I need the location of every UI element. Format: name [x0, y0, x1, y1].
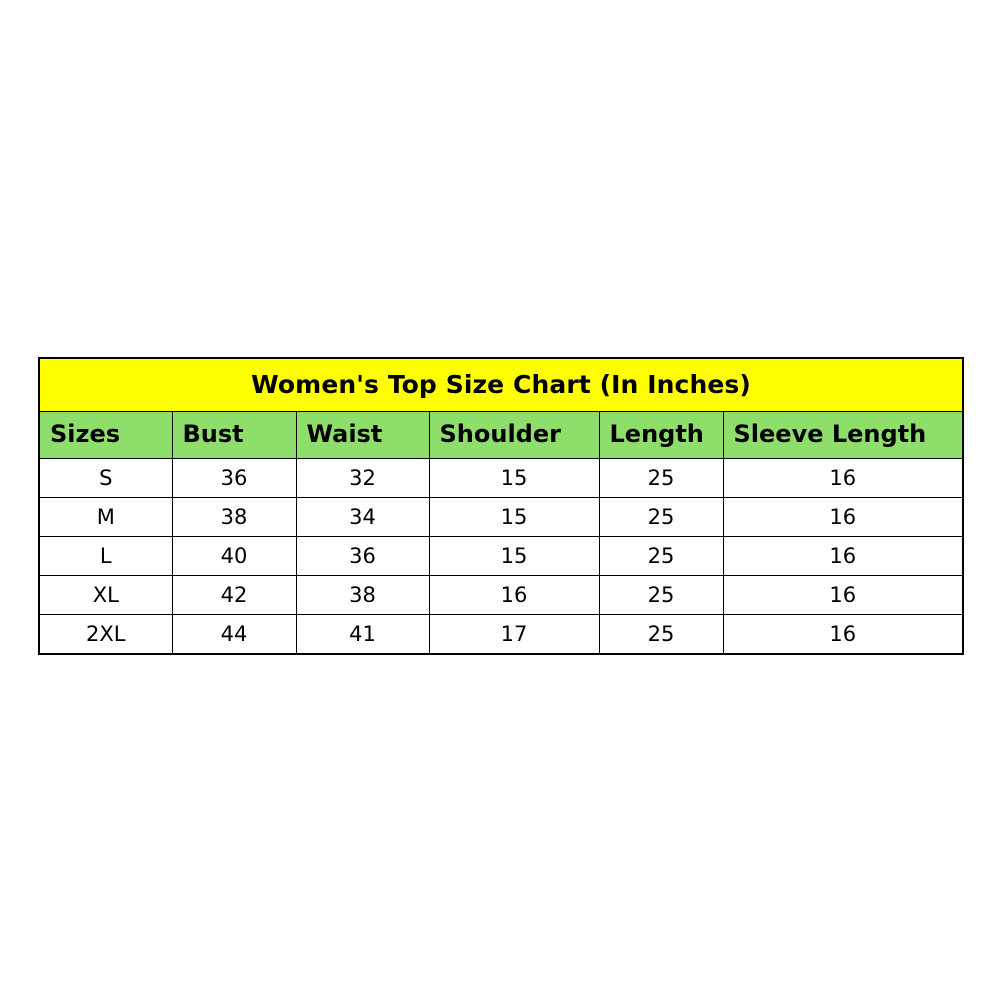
- cell-bust: 38: [172, 498, 296, 537]
- chart-title: Women's Top Size Chart (In Inches): [39, 358, 963, 412]
- cell-size: S: [39, 459, 172, 498]
- column-header-waist: Waist: [296, 412, 429, 459]
- table-header-row: [39, 412, 963, 459]
- cell-bust: 36: [172, 459, 296, 498]
- cell-waist: 36: [296, 537, 429, 576]
- size-chart-table: [38, 357, 964, 655]
- table-row: [39, 498, 963, 537]
- cell-shoulder: 15: [429, 498, 599, 537]
- column-header-length: Length: [599, 412, 723, 459]
- cell-length: 25: [599, 537, 723, 576]
- cell-waist: 34: [296, 498, 429, 537]
- column-header-bust: Bust: [172, 412, 296, 459]
- table-title-row: [39, 358, 963, 412]
- cell-size: 2XL: [39, 615, 172, 655]
- cell-length: 25: [599, 615, 723, 655]
- size-chart-container: [38, 357, 962, 655]
- cell-length: 25: [599, 576, 723, 615]
- cell-size: L: [39, 537, 172, 576]
- cell-size: XL: [39, 576, 172, 615]
- cell-bust: 40: [172, 537, 296, 576]
- cell-length: 25: [599, 459, 723, 498]
- cell-sleeve-length: 16: [723, 615, 963, 655]
- table-row: [39, 537, 963, 576]
- cell-sleeve-length: 16: [723, 537, 963, 576]
- cell-sleeve-length: 16: [723, 576, 963, 615]
- table-row: [39, 615, 963, 655]
- cell-size: M: [39, 498, 172, 537]
- column-header-shoulder: Shoulder: [429, 412, 599, 459]
- cell-sleeve-length: 16: [723, 459, 963, 498]
- cell-shoulder: 15: [429, 537, 599, 576]
- cell-bust: 44: [172, 615, 296, 655]
- cell-waist: 32: [296, 459, 429, 498]
- table-row: [39, 459, 963, 498]
- table-row: [39, 576, 963, 615]
- cell-shoulder: 16: [429, 576, 599, 615]
- cell-shoulder: 17: [429, 615, 599, 655]
- column-header-sizes: Sizes: [39, 412, 172, 459]
- cell-shoulder: 15: [429, 459, 599, 498]
- cell-bust: 42: [172, 576, 296, 615]
- cell-sleeve-length: 16: [723, 498, 963, 537]
- column-header-sleeve-length: Sleeve Length: [723, 412, 963, 459]
- cell-length: 25: [599, 498, 723, 537]
- cell-waist: 38: [296, 576, 429, 615]
- cell-waist: 41: [296, 615, 429, 655]
